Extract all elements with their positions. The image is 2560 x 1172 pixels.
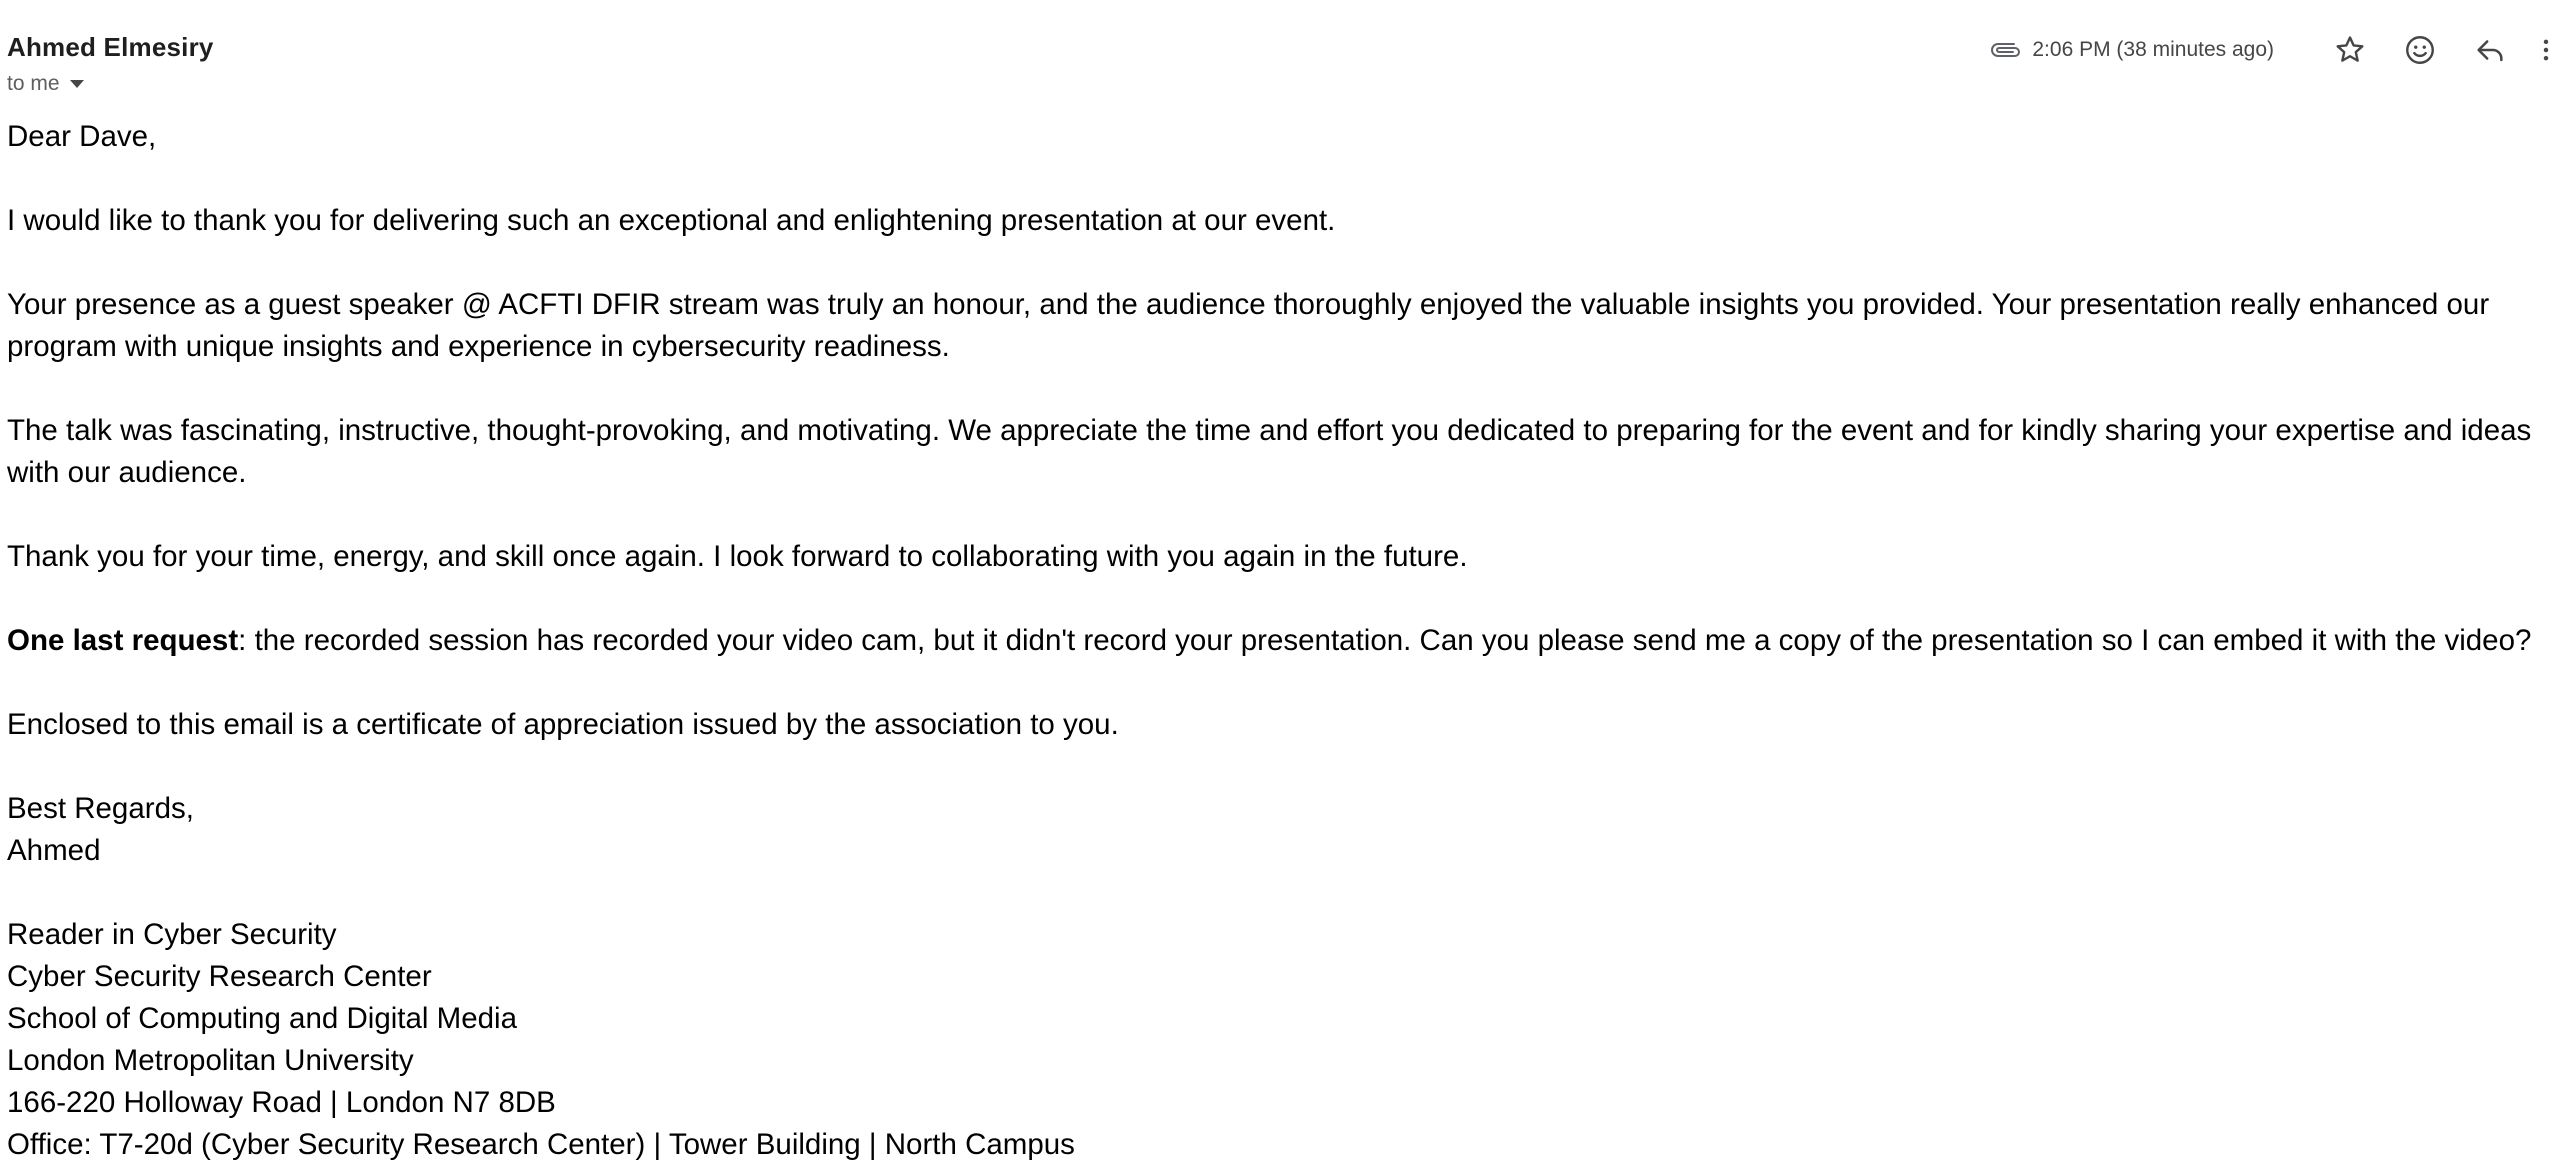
reply-icon (2473, 33, 2507, 67)
caret-down-icon (70, 80, 84, 88)
recipient-label: to me (7, 72, 60, 95)
add-reaction-button[interactable] (2396, 26, 2444, 74)
signature-line: Office: T7-20d (Cyber Security Research Center) | Tower Building | North Campus (7, 1128, 1075, 1161)
sender-name[interactable]: Ahmed Elmesiry (7, 32, 214, 62)
signature-line: Cyber Security Research Center (7, 960, 432, 993)
signoff-name: Ahmed (7, 834, 101, 867)
star-button[interactable] (2326, 26, 2374, 74)
signature-line: 166-220 Holloway Road | London N7 8DB (7, 1086, 556, 1119)
message-timestamp: 2:06 PM (38 minutes ago) (2032, 38, 2274, 61)
recipient-details-toggle[interactable] (7, 72, 84, 96)
body-paragraph-thanks: I would like to thank you for delivering such an exceptional and enlightening presentation at our event. (7, 204, 1336, 237)
signature-line: School of Computing and Digital Media (7, 1002, 517, 1035)
more-vert-icon (2532, 33, 2560, 67)
signature-line: London Metropolitan University (7, 1044, 414, 1077)
star-icon (2333, 33, 2367, 67)
reply-button[interactable] (2466, 26, 2514, 74)
signature-line: Reader in Cyber Security (7, 918, 337, 951)
greeting: Dear Dave, (7, 120, 157, 153)
message-body (7, 116, 2547, 1166)
message-meta (1988, 26, 2560, 74)
body-paragraph-request (7, 620, 2547, 662)
body-paragraph-gratitude: Thank you for your time, energy, and skill once again. I look forward to collaborating with you again in the future. (7, 540, 1468, 573)
more-options-button[interactable] (2532, 26, 2560, 74)
emoji-icon (2403, 33, 2437, 67)
body-paragraph-presence: Your presence as a guest speaker @ ACFTI DFIR stream was truly an honour, and the audience thoroughly enjoyed the valuable insights you provided. Your presentation really enhanced our program with unique insights and experience in cybersecurity readiness. (7, 288, 2490, 363)
paperclip-icon (1988, 38, 2024, 62)
closing: Best Regards, (7, 792, 194, 825)
request-text: : the recorded session has recorded your video cam, but it didn't record your presentation. Can you please send me a copy of the presentation so I can embed it with the video? (238, 624, 2532, 657)
body-paragraph-talk: The talk was fascinating, instructive, thought-provoking, and motivating. We appreciate the time and effort you dedicated to preparing for the event and for kindly sharing your expertise and ideas with our audience. (7, 414, 2532, 489)
message-header (0, 0, 2560, 110)
request-bold-label: One last request (7, 624, 239, 657)
body-paragraph-enclosure: Enclosed to this email is a certificate of appreciation issued by the association to you. (7, 708, 1119, 741)
